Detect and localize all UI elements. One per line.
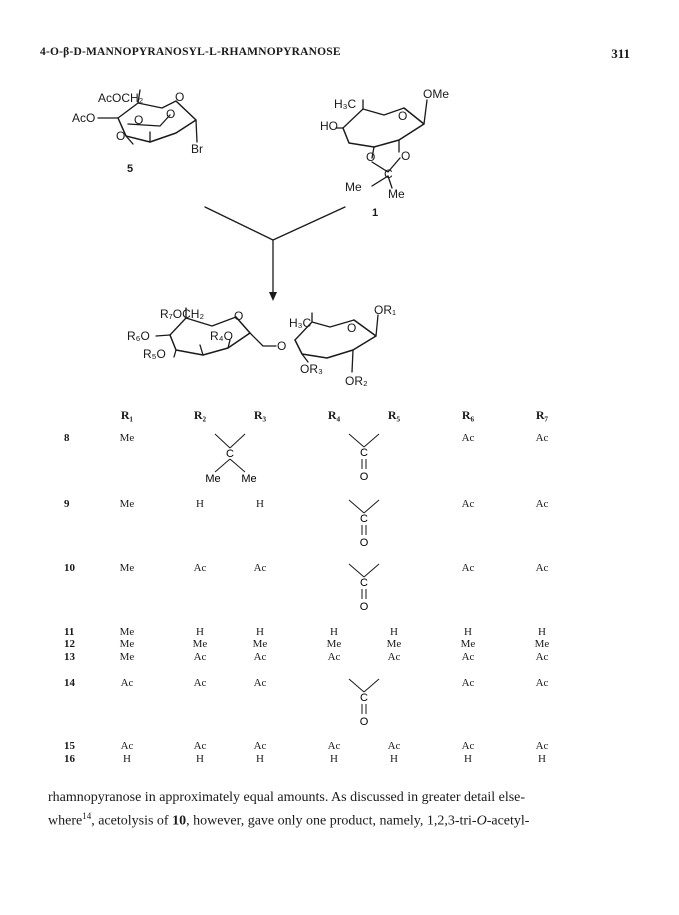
cell-r3: Me [252,638,268,650]
body-text [48,788,638,831]
cell-r6: Ac [461,498,475,510]
label-5-br: Br [191,142,203,156]
cell-r3: H [256,753,264,765]
cell-r3: H [256,626,264,638]
carbonate-o: O [359,716,369,728]
cell-r4: Ac [327,740,341,752]
cell-r1: Me [119,498,135,510]
body-line-2-b: , acetolysis of [91,813,173,829]
label-1-c: C [384,167,393,181]
cell-r1: Me [119,651,135,663]
cell-r1: H [123,753,131,765]
column-header-r3: R₃ [253,408,267,422]
carbonate-c: C [360,513,368,525]
body-line-2 [48,807,638,831]
cell-r2: Ac [193,677,207,689]
compound-number: 11 [64,626,75,638]
italic-o: O [476,813,487,829]
compound-1-number: 1 [372,207,379,219]
cell-r5: Ac [387,740,401,752]
carbonate-c: C [360,692,368,704]
cell-r1: Me [119,562,135,574]
page-number: 311 [611,46,630,61]
column-header-r5: R₅ [387,408,401,422]
compound-5-number: 5 [127,163,134,175]
label-p-or1: OR₁ [374,303,397,317]
cell-r3: Ac [253,677,267,689]
label-p-h3c: H₃C [289,316,312,330]
cell-r5: Ac [387,651,401,663]
label-p-glyc-o: O [277,339,287,353]
label-p-ring-o-left: O [234,309,244,323]
cell-r6: Ac [461,677,475,689]
cell-r4: Me [326,638,342,650]
cell-r7: Ac [535,740,549,752]
label-1-me-left: Me [345,180,362,194]
isopropylidene-c: C [226,448,234,460]
running-head-title: 4-O-β-D-MANNOPYRANOSYL-L-RHAMNOPYRANOSE [40,46,341,58]
cell-r2: H [196,753,204,765]
cell-r6: Ac [461,740,475,752]
cell-r7: Ac [535,562,549,574]
carbonate-c: C [360,577,368,589]
compound-number: 16 [64,753,75,765]
cell-r4: H [330,753,338,765]
label-1-ho: HO [320,119,338,133]
label-p-r4o: R₄O [210,329,233,343]
body-line-2-a: where [48,813,83,829]
cell-r5: H [390,626,398,638]
cell-r7: Ac [535,677,549,689]
label-1-h3c: H₃C [334,97,357,111]
cell-r6: Ac [461,432,475,444]
cell-r7: Ac [535,498,549,510]
cell-r1: Me [119,626,135,638]
cell-r6: Me [460,638,476,650]
carbonate-group [339,430,389,484]
cell-r3: Ac [253,740,267,752]
carbonate-group [339,675,389,729]
label-5-ring-o: O [175,90,185,104]
compound-number: 8 [64,432,70,444]
column-header-r1: R₁ [120,408,134,422]
cell-r3: Ac [253,651,267,663]
cell-r6: Ac [461,562,475,574]
cell-r6: H [464,753,472,765]
carbonate-group [339,496,389,550]
compound-number: 14 [64,677,75,689]
cell-r4: Ac [327,651,341,663]
cell-r5: Me [386,638,402,650]
compound-number: 13 [64,651,75,663]
cell-r2: Me [192,638,208,650]
column-header-r7: R₇ [535,408,549,422]
compound-10-ref: 10 [172,813,187,829]
label-p-r5o: R₅O [143,347,166,361]
cell-r7: Ac [535,432,549,444]
label-5-acoch2: AcOCH₂ [98,91,144,105]
label-5-o-left: O [134,113,144,127]
isopropylidene-me-right: Me [241,473,257,485]
compound-number: 10 [64,562,75,574]
label-1-ring-o: O [398,109,408,123]
compound-number: 9 [64,498,70,510]
isopropylidene-group [185,430,275,486]
carbonate-c: C [360,447,368,459]
label-1-ome: OMe [423,87,450,101]
cell-r7: H [538,626,546,638]
cell-r2: Ac [193,651,207,663]
cell-r7: H [538,753,546,765]
label-5-aco: AcO [72,111,96,125]
column-header-r2: R₂ [193,408,207,422]
label-1-o-left: O [366,150,376,164]
isopropylidene-me-left: Me [205,473,221,485]
label-p-r7och2: R₇OCH₂ [160,307,205,321]
label-5-o-right: O [166,107,176,121]
carbonate-o: O [359,601,369,613]
label-1-o-right: O [401,149,411,163]
label-p-or3: OR₃ [300,362,323,376]
label-p-r6o: R₆O [127,329,150,343]
cell-r2: H [196,626,204,638]
body-line-2-d: -acetyl- [486,813,530,829]
carbonate-group [339,560,389,614]
column-header-r4: R₄ [327,408,341,422]
column-header-r6: R₆ [461,408,475,422]
cell-r1: Me [119,638,135,650]
cell-r1: Ac [120,740,134,752]
label-p-ring-o-right: O [347,321,357,335]
reference-14: 14 [82,811,92,821]
carbonate-o: O [359,471,369,483]
cell-r2: Ac [193,740,207,752]
label-5-o-lower: O [116,129,126,143]
cell-r4: H [330,626,338,638]
cell-r2: H [196,498,204,510]
cell-r1: Ac [120,677,134,689]
cell-r6: Ac [461,651,475,663]
cell-r2: Ac [193,562,207,574]
cell-r6: H [464,626,472,638]
cell-r7: Ac [535,651,549,663]
body-line-2-c: , however, gave only one product, namely, 1,2,3-tri- [186,813,477,829]
carbonate-o: O [359,537,369,549]
cell-r1: Me [119,432,135,444]
body-line-1: rhamnopyranose in approximately equal amounts. As discussed in greater detail else- [48,790,526,805]
compound-number: 15 [64,740,75,752]
cell-r3: H [256,498,264,510]
cell-r3: Ac [253,562,267,574]
label-1-me-right: Me [388,187,405,201]
label-p-or2: OR₂ [345,374,368,388]
cell-r5: H [390,753,398,765]
compound-number: 12 [64,638,75,650]
cell-r7: Me [534,638,550,650]
